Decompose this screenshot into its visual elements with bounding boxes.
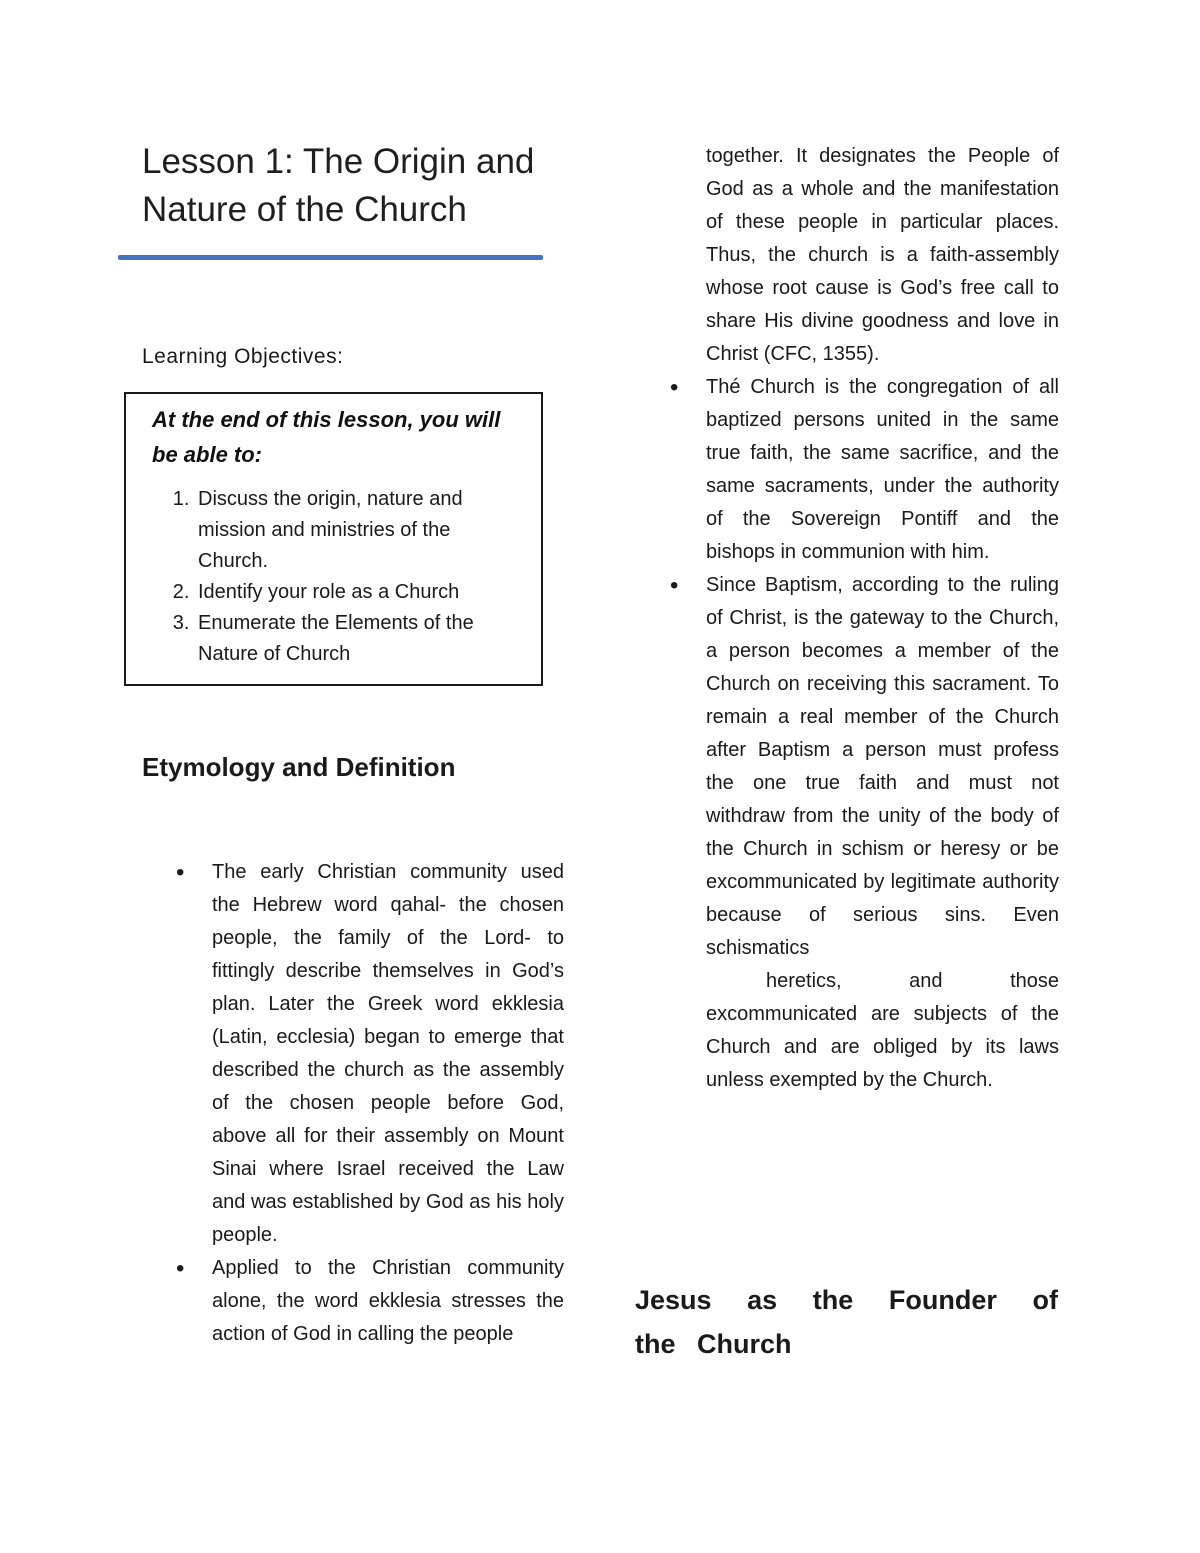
bullet-item: • The early Christian community used the Hebrew word qahal- the chosen people, the family of the Lord- to fittingly describe themselves in God’s plan. Later the Greek word ekklesia (Latin, ecclesia) began to emerge that described the church as the assembly of the chosen people before God, above all for their assembly on Mount Sinai where Israel received the Law and was established by God as his holy people. [212,856,564,1252]
bullet-item: • Since Baptism, according to the ruling of Christ, is the gateway to the Church, a person becomes a member of the Church on receiving this sacrament. To remain a real member of the Church after Baptism a person must profess the one true faith and must not withdraw from the unity of the body of the Church in schism or heresy or be excommunicated by legitimate authority because of serious sins. Even schismatics [706,569,1059,965]
etymology-text [212,856,564,1351]
objective-item: 3. Enumerate the Elements of the Nature of Church [195,608,525,670]
heretics-line: heretics, and those [766,970,1059,992]
excommunicated-paragraph: excommunicated are subjects of the Church and are obliged by its laws unless exempted by the Church. [706,1003,1059,1091]
bullet-item: • Thé Church is the congregation of all baptized persons united in the same true faith, the same sacrifice, and the same sacraments, under the authority of the Sovereign Pontiff and the bishops in communion with him. [706,371,1059,569]
right-column-text [706,140,1059,1097]
etymology-bullets [212,856,564,1351]
objectives-box [124,392,543,686]
church-bullets [706,371,1059,965]
continuation-paragraph: together. It designates the People of God as a whole and the manifestation of these people in particular places. Thus, the church is a faith-assembly whose root cause is God’s free call to share His divine goodness and love in Christ (CFC, 1355). [706,145,1059,365]
lesson-title: Lesson 1: The Origin and Nature of the Church [142,142,535,229]
learning-objectives-heading: Learning Objectives: [142,345,344,368]
objectives-intro: At the end of this lesson, you will be able to: [152,407,501,467]
founder-heading: Jesus as the Founder of the Church [635,1285,1058,1359]
objectives-list [152,484,525,670]
bullet-item: • Applied to the Christian community alone, the word ekklesia stresses the action of God in calling the people [212,1252,564,1351]
title-underline [118,255,543,260]
objective-item: 2. Identify your role as a Church [195,577,525,608]
etymology-heading: Etymology and Definition [142,752,456,782]
objective-item: 1. Discuss the origin, nature and mission and ministries of the Church. [195,484,525,577]
